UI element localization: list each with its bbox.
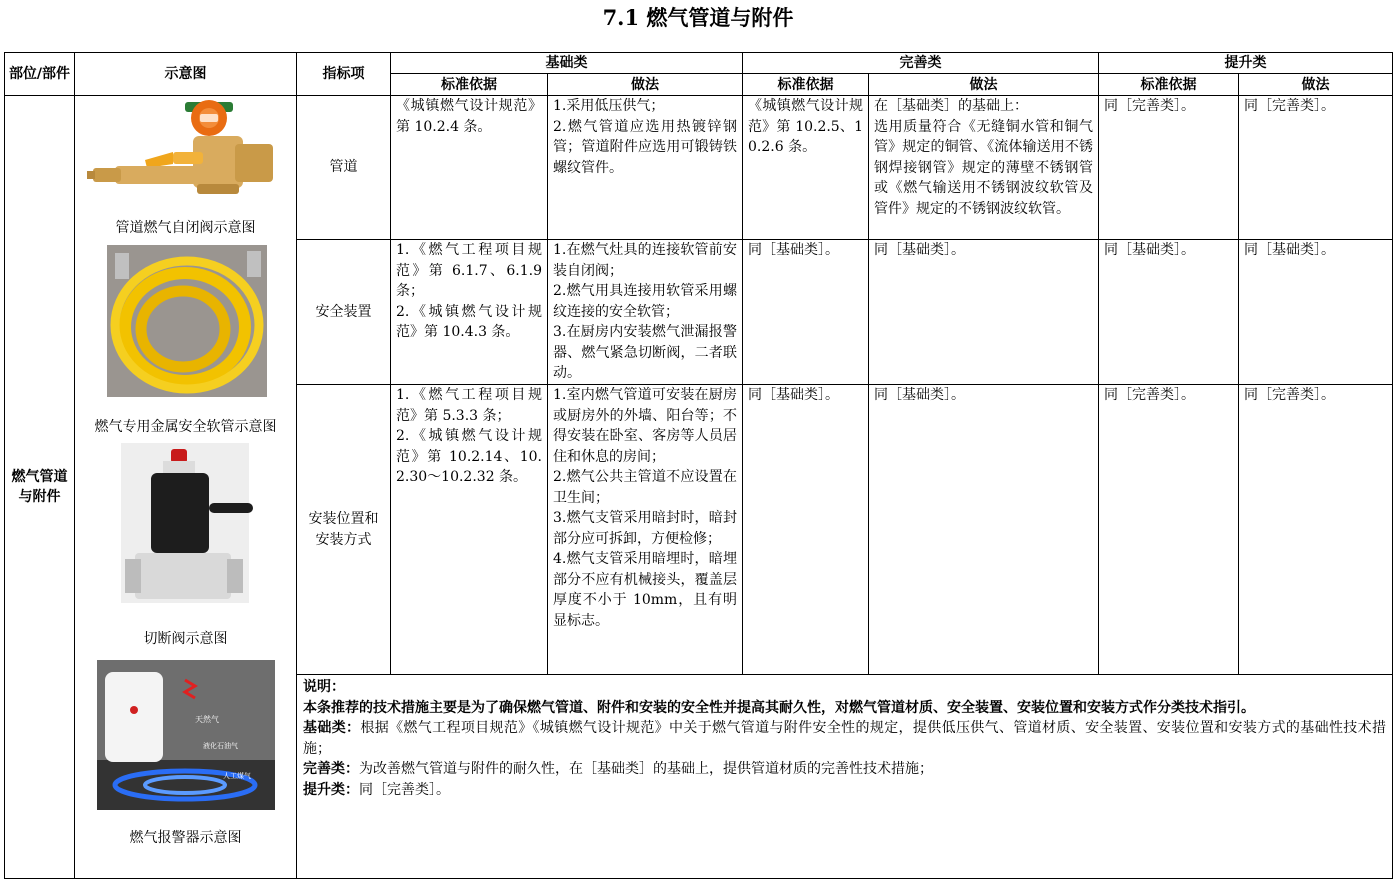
gas-alarm-image — [75, 660, 296, 812]
text-line: 4.燃气支管采用暗埋时，暗埋部分不应有机械接头，覆盖层厚度不小于 10mm，且有明显标志。 — [553, 551, 737, 629]
spec-table — [4, 52, 1393, 879]
basic-standard-cell — [391, 240, 548, 385]
text-line: 选用质量符合《无缝铜水管和铜气管》规定的铜管、《流体输送用不锈钢焊接钢管》规定的薄壁不锈钢管或《燃气输送用不锈钢波纹软管及管件》规定的不锈钢波纹软管。 — [874, 118, 1093, 217]
improved-standard-cell: 同［基础类］。 — [743, 385, 869, 675]
basic-practice-cell — [548, 96, 743, 240]
improved-standard-cell: 同［基础类］。 — [743, 240, 869, 385]
header-improved-practice: 做法 — [869, 74, 1099, 96]
text-line: 1.室内燃气管道可安装在厨房或厨房外的外墙、阳台等；不得安装在卧室、客房等人员居住和休息的房间； — [553, 387, 737, 465]
notes-advanced-text: 同［完善类］。 — [359, 781, 450, 798]
part-name-cell — [5, 96, 75, 879]
header-advanced-standard: 标准依据 — [1099, 74, 1239, 96]
header-improved-standard: 标准依据 — [743, 74, 869, 96]
notes-cell — [297, 675, 1393, 879]
header-basic: 基础类 — [391, 53, 743, 74]
notes-improved-text: 为改善燃气管道与附件的耐久性，在［基础类］的基础上，提供管道材质的完善性技术措施； — [359, 761, 933, 777]
header-part: 部位/部件 — [5, 53, 75, 96]
basic-practice-cell — [548, 385, 743, 675]
alarm-label-manufactured-gas: 人工煤气 — [223, 771, 251, 780]
indicator-cell: 安装位置和安装方式 — [297, 385, 391, 675]
text-line: 3.燃气支管采用暗封时，暗封部分应可拆卸，方便检修； — [553, 510, 737, 547]
page-title: 7.1 燃气管道与附件 — [602, 5, 794, 30]
advanced-practice-cell: 同［基础类］。 — [1239, 240, 1393, 385]
alarm-label-lpg: 液化石油气 — [203, 741, 238, 750]
notes-improved — [303, 759, 1386, 780]
figure-caption: 管道燃气自闭阀示意图 — [115, 220, 256, 236]
notes-summary: 本条推荐的技术措施主要是为了确保燃气管道、附件和安装的安全性并提高其耐久性，对燃气管道材质、安全装置、安装位置和安装方式作分类技术指引。 — [303, 699, 1255, 716]
advanced-standard-cell: 同［基础类］。 — [1099, 240, 1239, 385]
text-line: 《城镇燃气设计规范》第 10.2.5、10.2.6 条。 — [748, 98, 863, 155]
notes-basic-text: 根据《燃气工程项目规范》《城镇燃气设计规范》中关于燃气管道与附件安全性的规定，提供低压供气、管道材质、安全装置、安装位置和安装方式的基础性技术措施； — [303, 720, 1386, 757]
shutoff-valve-image — [75, 443, 296, 605]
text-line: 2.燃气公共主管道不应设置在卫生间； — [553, 469, 737, 506]
text-line: 《城镇燃气设计规范》第 10.2.4 条。 — [396, 98, 542, 135]
figure-caption: 切断阀示意图 — [143, 631, 228, 647]
advanced-standard-cell: 同［完善类］。 — [1099, 385, 1239, 675]
header-advanced: 提升类 — [1099, 53, 1393, 74]
basic-practice-cell — [548, 240, 743, 385]
notes-basic-label: 基础类： — [303, 720, 361, 736]
figure-caption: 燃气报警器示意图 — [129, 829, 242, 846]
header-basic-practice: 做法 — [548, 74, 743, 96]
text-line: 2.《城镇燃气设计规范》第 10.4.3 条。 — [396, 303, 542, 340]
basic-standard-cell — [391, 385, 548, 675]
text-line: 1.在燃气灶具的连接软管前安装自闭阀； — [553, 242, 737, 279]
notes-basic — [303, 718, 1386, 759]
header-advanced-practice: 做法 — [1239, 74, 1393, 96]
indicator-cell: 管道 — [297, 96, 391, 240]
advanced-standard-cell: 同［完善类］。 — [1099, 96, 1239, 240]
notes-advanced — [303, 780, 1386, 801]
header-improved: 完善类 — [743, 53, 1099, 74]
improved-practice-cell: 同［基础类］。 — [869, 240, 1099, 385]
advanced-practice-cell: 同［完善类］。 — [1239, 385, 1393, 675]
header-indicator: 指标项 — [297, 53, 391, 96]
improved-practice-cell — [869, 96, 1099, 240]
text-line: 1.采用低压供气； — [553, 98, 665, 114]
advanced-practice-cell: 同［完善类］。 — [1239, 96, 1393, 240]
self-closing-valve-image — [75, 96, 296, 218]
improved-practice-cell: 同［基础类］。 — [869, 385, 1099, 675]
text-line: 在［基础类］的基础上： — [874, 98, 1028, 114]
notes-heading: 说明： — [303, 679, 345, 695]
basic-standard-cell — [391, 96, 548, 240]
notes-improved-label: 完善类： — [303, 761, 359, 777]
header-diagram: 示意图 — [75, 53, 297, 96]
part-name: 燃气管道与附件 — [11, 468, 68, 505]
metal-safety-hose-image — [75, 245, 296, 403]
table-row — [5, 96, 1393, 240]
text-line: 1.《燃气工程项目规范》第 6.1.7、6.1.9 条； — [396, 242, 542, 299]
text-line: 2.《城镇燃气设计规范》第 10.2.14、10.2.30～10.2.32 条。 — [396, 428, 542, 485]
improved-standard-cell — [743, 96, 869, 240]
diagram-cell — [75, 96, 297, 879]
header-basic-standard: 标准依据 — [391, 74, 548, 96]
figure-caption: 燃气专用金属安全软管示意图 — [94, 418, 277, 435]
text-line: 2.燃气管道应选用热镀锌钢管；管道附件应选用可锻铸铁螺纹管件。 — [553, 118, 737, 176]
alarm-label-natural-gas: 天然气 — [195, 714, 219, 724]
text-line: 3.在厨房内安装燃气泄漏报警器、燃气紧急切断阀，二者联动。 — [553, 324, 737, 381]
text-line: 1.《燃气工程项目规范》第 5.3.3 条； — [396, 387, 542, 424]
text-line: 2.燃气用具连接用软管采用螺纹连接的安全软管； — [553, 283, 737, 320]
notes-advanced-label: 提升类： — [303, 781, 359, 798]
indicator-cell: 安全装置 — [297, 240, 391, 385]
